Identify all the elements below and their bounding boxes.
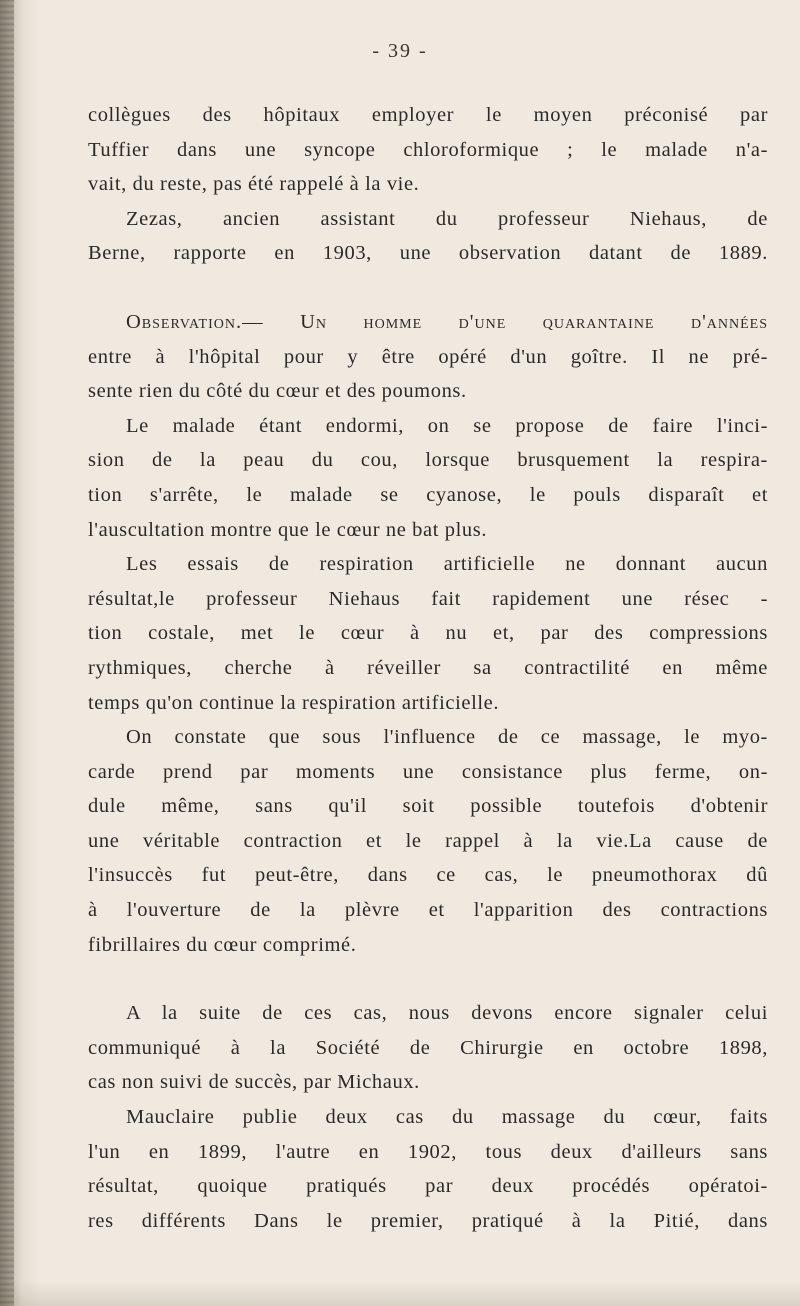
text-line: communiqué à la Société de Chirurgie en octobre 1898, — [88, 1036, 768, 1059]
text-line: collègues des hôpitaux employer le moyen préconisé par — [88, 104, 768, 126]
text-line: Le malade étant endormi, on se propose de faire l'inci- — [126, 414, 768, 437]
body-text — [88, 98, 768, 1238]
text-line: l'un en 1899, l'autre en 1902, tous deux d'ailleurs sans — [88, 1140, 768, 1163]
text-line: tion s'arrête, le malade se cyanose, le pouls disparaît et — [88, 483, 768, 506]
text-line: une véritable contraction et le rappel à la vie.La cause de — [88, 829, 768, 852]
book-binding-edge — [0, 0, 14, 1306]
paragraph-gap — [88, 962, 768, 996]
text-line: dule même, sans qu'il soit possible toutefois d'obtenir — [88, 795, 768, 818]
paragraph-gap — [88, 271, 768, 305]
text-line: sion de la peau du cou, lorsque brusquement la respira- — [88, 449, 768, 472]
text-line: fibrillaires du cœur comprimé. — [88, 933, 357, 956]
text-line: l'auscultation montre que le cœur ne bat plus. — [88, 518, 488, 541]
text-line: tion costale, met le cœur à nu et, par des compressions — [88, 622, 768, 645]
page-number: - 39 - — [372, 40, 428, 62]
text-line: vait, du reste, pas été rappelé à la vie. — [88, 173, 420, 196]
text-line: l'insuccès fut peut-être, dans ce cas, le pneumothorax dû — [88, 864, 768, 887]
text-line: rythmiques, cherche à réveiller sa contractilité en même — [88, 656, 768, 679]
text-line: res différents Dans le premier, pratiqué à la Pitié, dans — [88, 1209, 768, 1232]
text-line: Tuffier dans une syncope chloroformique ; le malade n'a- — [88, 138, 768, 161]
text-line: Berne, rapporte en 1903, une observation datant de 1889. — [88, 242, 768, 265]
text-line: On constate que sous l'influence de ce massage, le myo- — [126, 726, 768, 749]
text-line: à l'ouverture de la plèvre et l'apparition des contractions — [88, 899, 768, 922]
text-line: cas non suivi de succès, par Michaux. — [88, 1071, 420, 1094]
text-line: résultat, quoique pratiqués par deux procédés opératoi- — [88, 1175, 768, 1198]
text-line: résultat,le professeur Niehaus fait rapidement une résec - — [88, 587, 768, 610]
text-line: A la suite de ces cas, nous devons encore signaler celui — [126, 1002, 768, 1025]
observation-heading-line: Observation.— Un homme d'une quarantaine d'années — [126, 310, 768, 333]
text-line: Zezas, ancien assistant du professeur Niehaus, de — [126, 207, 768, 230]
text-line: Les essais de respiration artificielle ne donnant aucun — [126, 553, 768, 576]
text-line: Mauclaire publie deux cas du massage du cœur, faits — [126, 1106, 768, 1129]
text-line: sente rien du côté du cœur et des poumons. — [88, 380, 467, 403]
text-line: temps qu'on continue la respiration artificielle. — [88, 691, 500, 714]
text-line: carde prend par moments une consistance plus ferme, on- — [88, 760, 768, 783]
text-line: entre à l'hôpital pour y être opéré d'un goître. Il ne pré- — [88, 345, 768, 368]
